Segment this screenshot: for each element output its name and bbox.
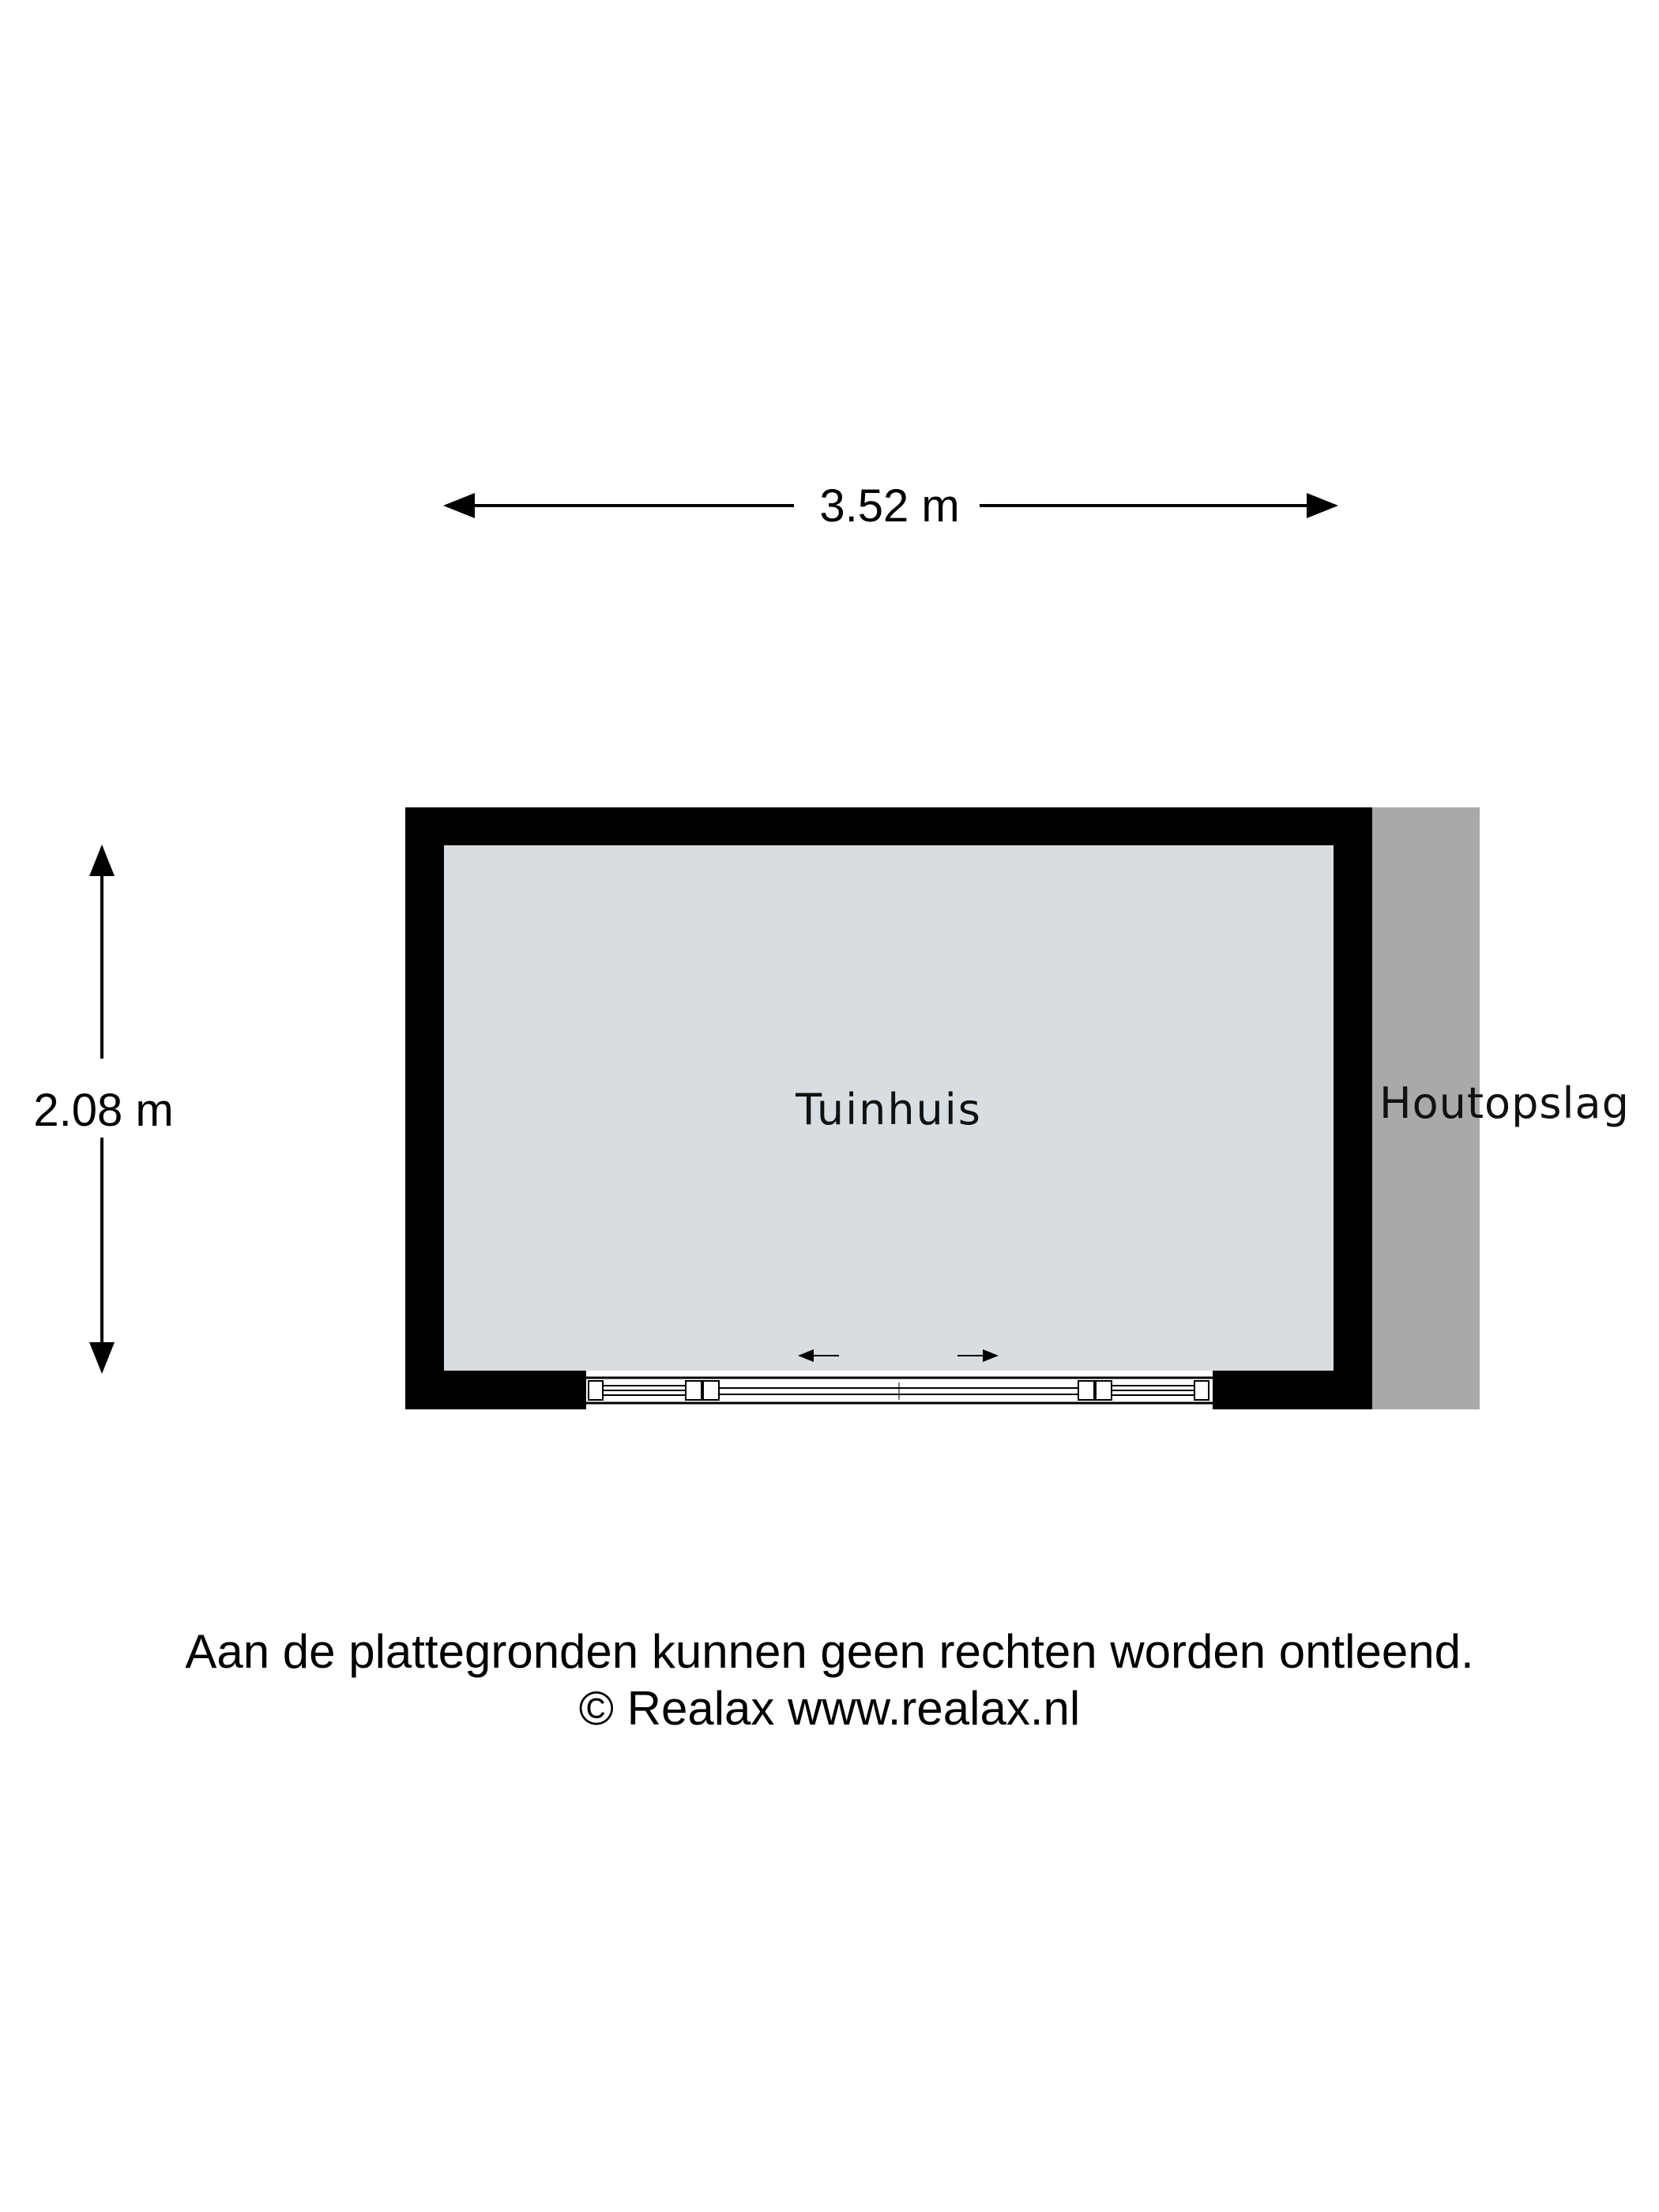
tuinhuis-label: Tuinhuis bbox=[796, 1085, 982, 1134]
height-label: 2.08 m bbox=[33, 1085, 174, 1136]
houtopslag-label: Houtopslag bbox=[1379, 1078, 1630, 1128]
disclaimer-text: Aan de plattegronden kunnen geen rechten worden ontleend. bbox=[185, 1625, 1474, 1678]
width-dimension bbox=[446, 480, 1335, 532]
copyright-text: © Realax www.realax.nl bbox=[578, 1682, 1081, 1735]
width-label: 3.52 m bbox=[819, 480, 960, 532]
height-dimension bbox=[33, 848, 173, 1371]
sliding-door bbox=[586, 1371, 1213, 1409]
